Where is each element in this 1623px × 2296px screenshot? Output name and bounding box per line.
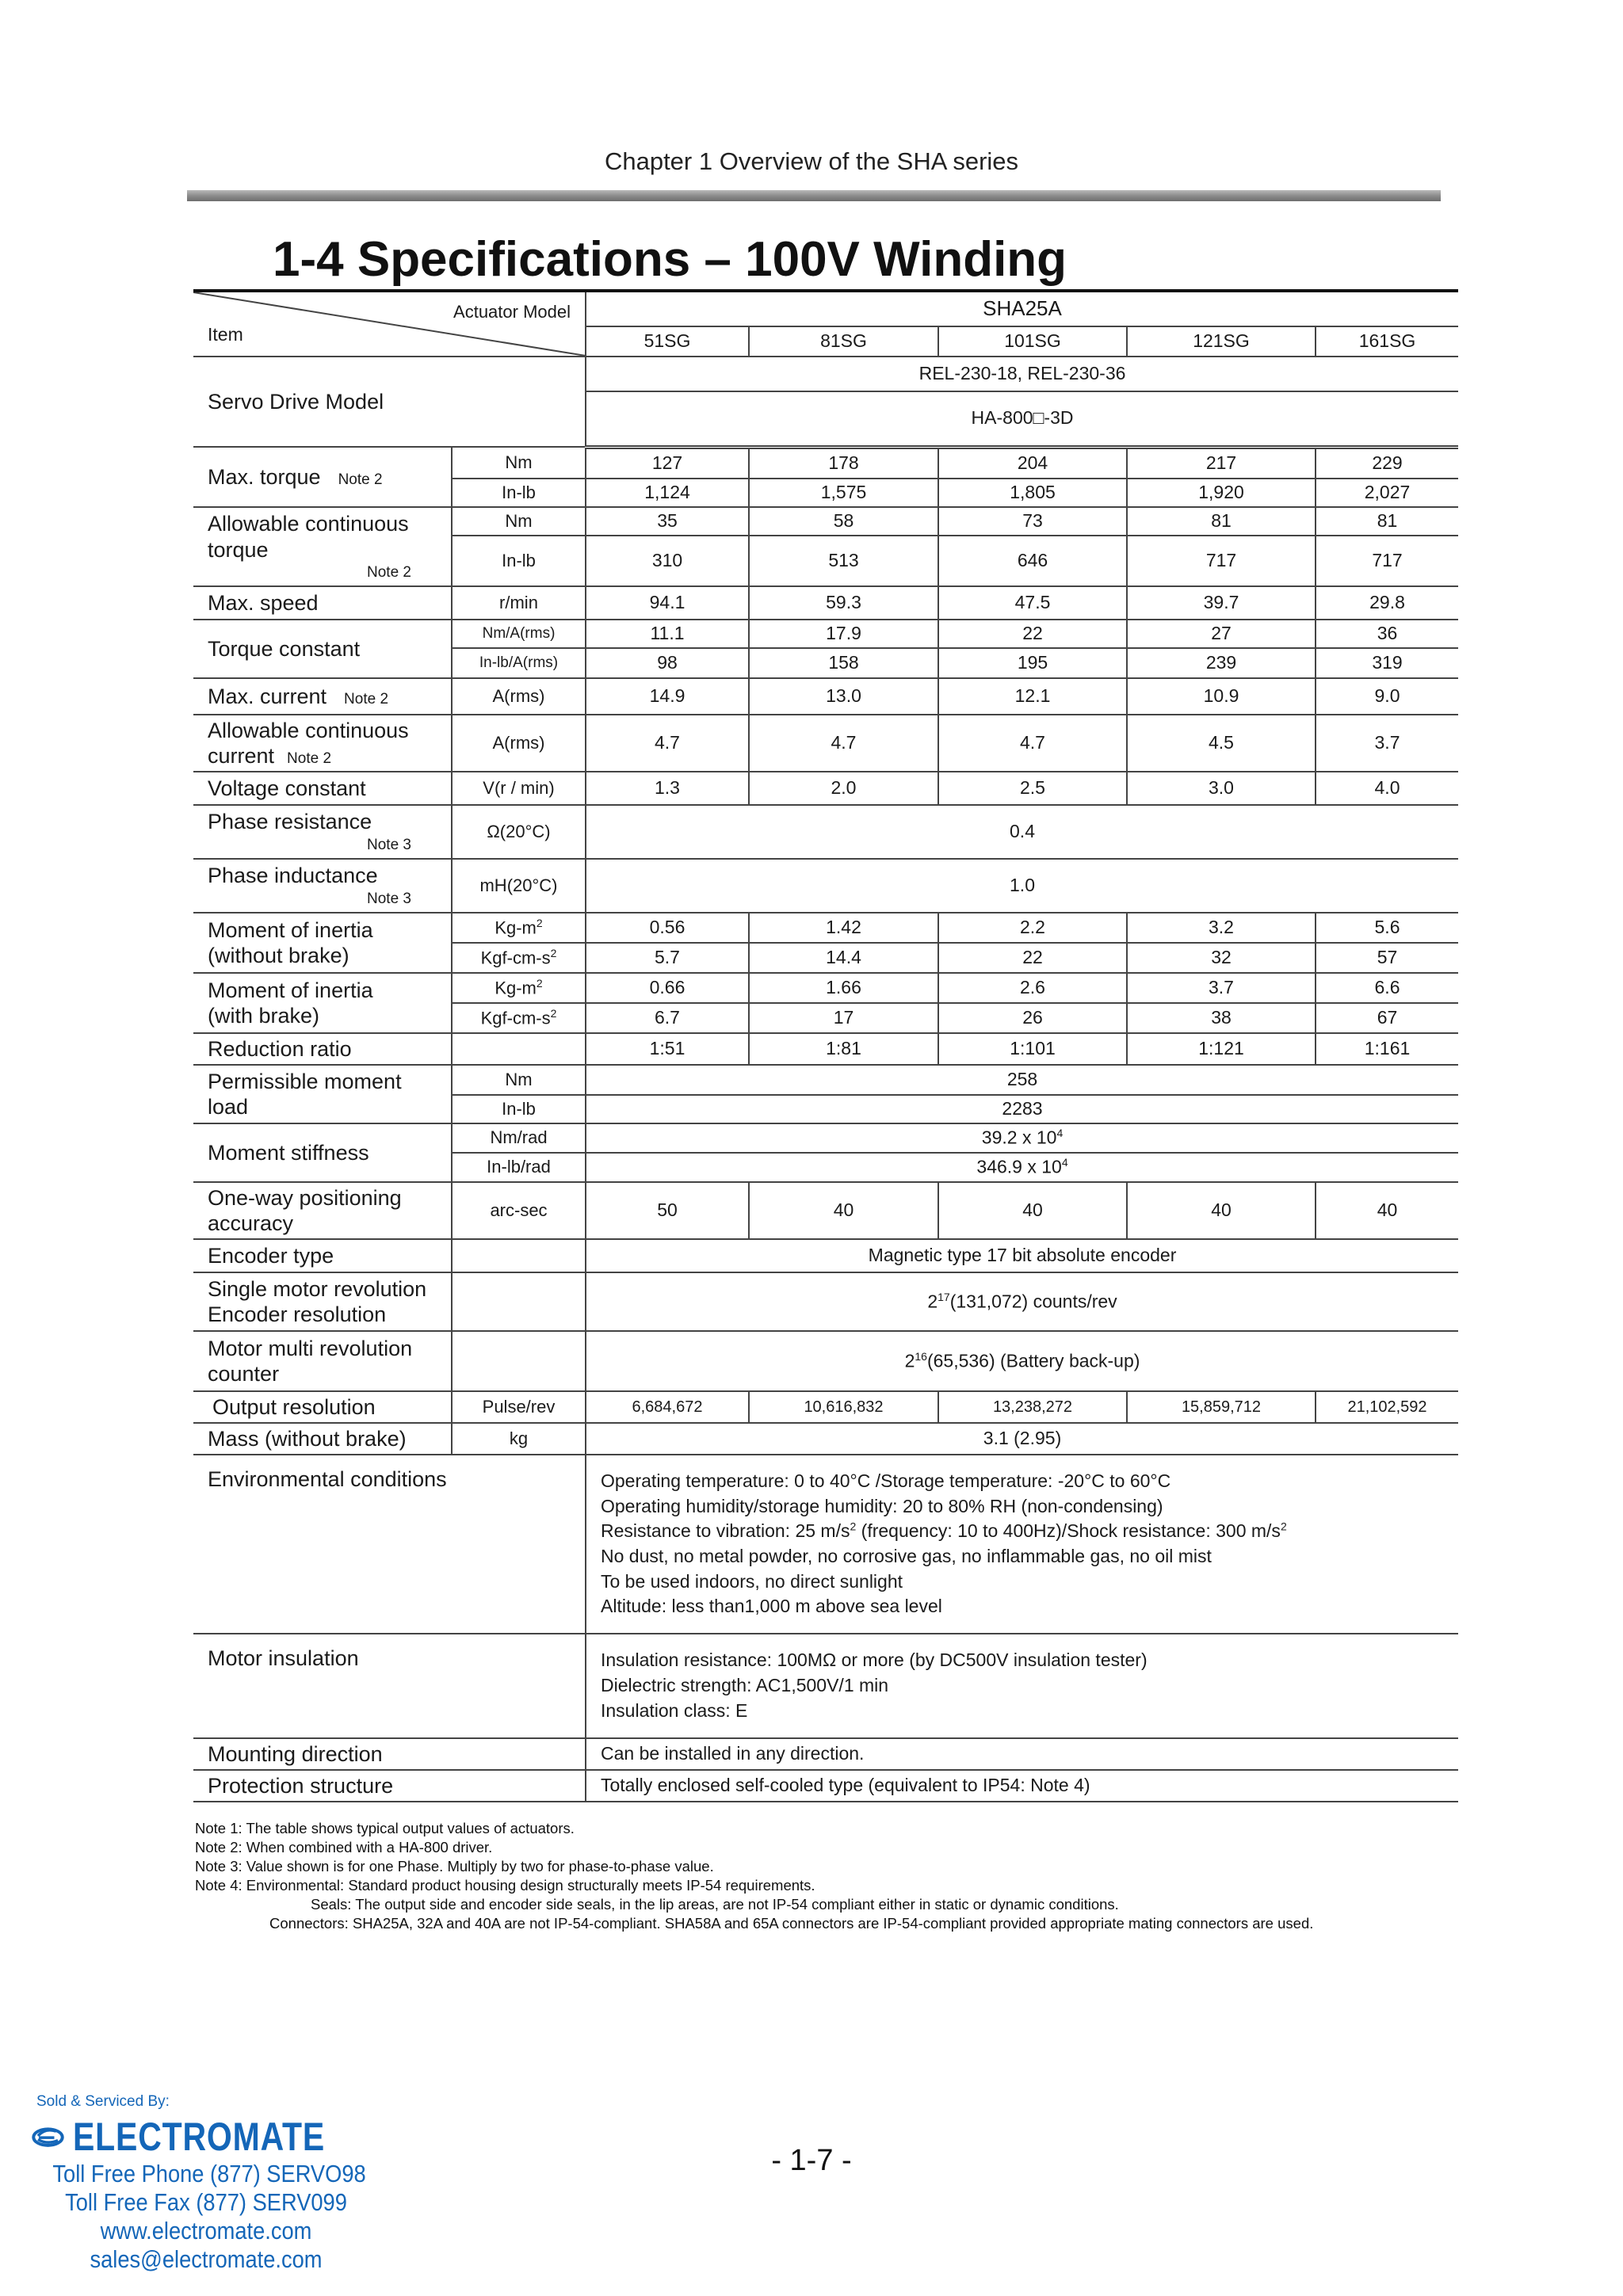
cell: 5.7 — [586, 943, 749, 973]
cell: 40 — [749, 1182, 938, 1239]
output-res-label: Output resolution — [193, 1391, 452, 1423]
unit-empty — [452, 1331, 586, 1391]
cell: 29.8 — [1316, 586, 1458, 620]
perm-moment-label: Permissible moment load — [193, 1065, 452, 1123]
row-torque-const-nm — [193, 620, 1458, 648]
cell: 4.5 — [1127, 715, 1316, 772]
unit: In-lb — [452, 479, 586, 507]
cell: 81 — [1127, 507, 1316, 536]
env-text: Operating temperature: 0 to 40°C /Storage temperature: -20°C to 60°C Operating humidity/storage humidity: 20 to 80% RH (non-condensing) Resistance to vibration: 25 $m/s^2$ (frequency: 10 to 400Hz)/Shock resistance: 300 $m/s^2$ No dust, no metal powder, no corrosive gas, no inflammable gas, no oil mist To be used indoors, no direct sunlight Altitude: less than1,000 m above sea level — [586, 1455, 1458, 1634]
unit: $Kg-m^2$ — [452, 913, 586, 943]
cell: 319 — [1316, 648, 1458, 678]
torque-const-label: Torque constant — [193, 620, 452, 678]
unit: $Kg-m^2$ — [452, 973, 586, 1003]
unit: Nm/rad — [452, 1123, 586, 1153]
cell: 81 — [1316, 507, 1458, 536]
page-number: - 1-7 - — [771, 2144, 852, 2177]
cell: 59.3 — [749, 586, 938, 620]
cell: 2.6 — [938, 973, 1127, 1003]
cell: 3.2 — [1127, 913, 1316, 943]
cell: 27 — [1127, 620, 1316, 648]
row-phase-inductance — [193, 859, 1458, 913]
cell: 57 — [1316, 943, 1458, 973]
row-output-res — [193, 1391, 1458, 1423]
dealer-block — [32, 2093, 380, 2274]
cell: 195 — [938, 648, 1127, 678]
cell: 229 — [1316, 447, 1458, 479]
item-label: Item — [208, 324, 243, 345]
cell: 1:101 — [938, 1033, 1127, 1065]
unit: Kgf-$cm-s^2$ — [452, 1003, 586, 1033]
cell: 0.56 — [586, 913, 749, 943]
cell: 14.9 — [586, 678, 749, 715]
cell: 204 — [938, 447, 1127, 479]
unit: Pulse/rev — [452, 1391, 586, 1423]
cell: 178 — [749, 447, 938, 479]
mass-label: Mass (without brake) — [193, 1423, 452, 1455]
email-link[interactable]: sales@electromate.com — [90, 2245, 323, 2273]
inertia-b-label: Moment of inertia (with brake) — [193, 973, 452, 1033]
servo-drive-line2: HA-800□-3D — [586, 391, 1458, 447]
unit-empty — [452, 1272, 586, 1331]
unit-empty — [452, 1239, 586, 1272]
encoder-type-label: Encoder type — [193, 1239, 452, 1272]
row-max-torque-nm — [193, 447, 1458, 479]
row-max-speed — [193, 586, 1458, 620]
unit: In-lb/rad — [452, 1153, 586, 1182]
cell: 258 — [586, 1065, 1458, 1095]
row-servo-drive — [193, 357, 1458, 391]
cell: 646 — [938, 536, 1127, 586]
cell: 2283 — [586, 1095, 1458, 1123]
row-mass — [193, 1423, 1458, 1455]
cell: 47.5 — [938, 586, 1127, 620]
insulation-text: Insulation resistance: 100MΩ or more (by DC500V insulation tester) Dielectric strength: AC1,500V/1 min Insulation class: E — [586, 1634, 1458, 1738]
unit: arc-sec — [452, 1182, 586, 1239]
row-max-current — [193, 678, 1458, 715]
insulation-label: Motor insulation — [193, 1634, 586, 1738]
unit: mH(20°C) — [452, 859, 586, 913]
cell: 158 — [749, 648, 938, 678]
row-voltage-const — [193, 772, 1458, 805]
cell: 39.7 — [1127, 586, 1316, 620]
footnotes — [195, 1819, 1313, 1933]
cell: 11.1 — [586, 620, 749, 648]
header-row-series — [193, 292, 1458, 326]
cell: 1,124 — [586, 479, 749, 507]
cont-torque-label: Allowable continuous torque Note 2 — [193, 507, 452, 586]
cell: 2.2 — [938, 913, 1127, 943]
unit: Nm — [452, 1065, 586, 1095]
cell: 40 — [1127, 1182, 1316, 1239]
cell: 22 — [938, 620, 1127, 648]
cell: 38 — [1127, 1003, 1316, 1033]
cell: 13,238,272 — [938, 1391, 1127, 1423]
cell: 6.6 — [1316, 973, 1458, 1003]
max-current-label: Max. current Note 2 — [193, 678, 452, 715]
cell: 50 — [586, 1182, 749, 1239]
cell: 6,684,672 — [586, 1391, 749, 1423]
unit: r/min — [452, 586, 586, 620]
row-phase-resistance — [193, 805, 1458, 859]
unit-empty — [452, 1033, 586, 1065]
cell: 3.1 (2.95) — [586, 1423, 1458, 1455]
row-stiffness-nm — [193, 1123, 1458, 1153]
cell: 40 — [938, 1182, 1127, 1239]
footnote-4-seals: Seals: The output side and encoder side seals, in the lip areas, are not IP-54 compliant either in static or dynamic conditions. — [311, 1896, 1119, 1913]
cell: 1:121 — [1127, 1033, 1316, 1065]
servo-drive-label: Servo Drive Model — [193, 357, 586, 447]
corner-cell — [193, 292, 586, 357]
cell: 1.66 — [749, 973, 938, 1003]
row-cont-current — [193, 715, 1458, 772]
actuator-model-label: Actuator Model — [453, 302, 571, 322]
brand-logo — [32, 2114, 380, 2160]
cell: $2^{16}(65,536)$ (Battery back-up) — [586, 1331, 1458, 1391]
cell: 1:81 — [749, 1033, 938, 1065]
unit: kg — [452, 1423, 586, 1455]
cell: 58 — [749, 507, 938, 536]
cell: Magnetic type 17 bit absolute encoder — [586, 1239, 1458, 1272]
stiffness-label: Moment stiffness — [193, 1123, 452, 1182]
cell: 67 — [1316, 1003, 1458, 1033]
mounting-label: Mounting direction — [193, 1738, 586, 1770]
cell: 127 — [586, 447, 749, 479]
page-title: 1-4 Specifications – 100V Winding — [273, 232, 1067, 287]
footnote-1: Note 1: The table shows typical output values of actuators. — [195, 1820, 575, 1836]
sold-by-text: Sold & Serviced By: — [36, 2093, 170, 2110]
cell: 10.9 — [1127, 678, 1316, 715]
cell: 73 — [938, 507, 1127, 536]
footnote-2: Note 2: When combined with a HA-800 driver. — [195, 1839, 493, 1855]
unit: Ω(20°C) — [452, 805, 586, 859]
cell: 2.5 — [938, 772, 1127, 805]
model-121sg: 121SG — [1127, 326, 1316, 357]
protection-value: Totally enclosed self-cooled type (equivalent to IP54: Note 4) — [586, 1770, 1458, 1802]
cell: 94.1 — [586, 586, 749, 620]
cell: 6.7 — [586, 1003, 749, 1033]
cell: 346.9 x $10^4$ — [586, 1153, 1458, 1182]
cell: 98 — [586, 648, 749, 678]
chapter-heading: Chapter 1 Overview of the SHA series — [604, 147, 1019, 175]
row-mounting — [193, 1738, 1458, 1770]
cell: 1.42 — [749, 913, 938, 943]
footnote-3: Note 3: Value shown is for one Phase. Multiply by two for phase-to-phase value. — [195, 1858, 714, 1875]
cell: 717 — [1127, 536, 1316, 586]
row-perm-moment-nm — [193, 1065, 1458, 1095]
footnote-4-connectors: Connectors: SHA25A, 32A and 40A are not IP-54-compliant. SHA58A and 65A connectors are IP-54-compliant provided appropriate mating connectors are used. — [269, 1915, 1314, 1932]
cell: 17.9 — [749, 620, 938, 648]
cell: 513 — [749, 536, 938, 586]
fax-line: Toll Free Fax (877) SERV099 — [65, 2188, 347, 2216]
cell: 21,102,592 — [1316, 1391, 1458, 1423]
unit: Nm — [452, 507, 586, 536]
chapter-divider — [187, 190, 1441, 201]
cell: 22 — [938, 943, 1127, 973]
cell: 10,616,832 — [749, 1391, 938, 1423]
single-rev-label: Single motor revolution Encoder resolution — [193, 1272, 452, 1331]
cell: 0.66 — [586, 973, 749, 1003]
cell: 217 — [1127, 447, 1316, 479]
servo-drive-line1: REL-230-18, REL-230-36 — [586, 357, 1458, 391]
voltage-const-label: Voltage constant — [193, 772, 452, 805]
reduction-label: Reduction ratio — [193, 1033, 452, 1065]
cell: 39.2 x $10^4$ — [586, 1123, 1458, 1153]
cell: 4.0 — [1316, 772, 1458, 805]
protection-label: Protection structure — [193, 1770, 586, 1802]
cell: 1,575 — [749, 479, 938, 507]
cell: 12.1 — [938, 678, 1127, 715]
cell: 4.7 — [749, 715, 938, 772]
row-protection — [193, 1770, 1458, 1802]
cell: 310 — [586, 536, 749, 586]
cell: 32 — [1127, 943, 1316, 973]
cell: 13.0 — [749, 678, 938, 715]
phase-resistance-label: Phase resistance Note 3 — [193, 805, 452, 859]
row-cont-torque-nm — [193, 507, 1458, 536]
cell: 36 — [1316, 620, 1458, 648]
row-reduction-ratio — [193, 1033, 1458, 1065]
cell: 1.3 — [586, 772, 749, 805]
model-161sg: 161SG — [1316, 326, 1458, 357]
cell: 17 — [749, 1003, 938, 1033]
phone-line: Toll Free Phone (877) SERVO98 — [52, 2160, 366, 2187]
cell: 4.7 — [938, 715, 1127, 772]
brand-name: ELECTROMATE — [73, 2115, 326, 2159]
max-speed-label: Max. speed — [193, 586, 452, 620]
cell: 1:161 — [1316, 1033, 1458, 1065]
cell: 1,805 — [938, 479, 1127, 507]
cell: 1.0 — [586, 859, 1458, 913]
cont-current-label: Allowable continuous current Note 2 — [193, 715, 452, 772]
row-insulation — [193, 1634, 1458, 1738]
unit: V(r / min) — [452, 772, 586, 805]
row-environment — [193, 1455, 1458, 1634]
unit: A(rms) — [452, 678, 586, 715]
unit: Nm/A(rms) — [452, 620, 586, 648]
phase-inductance-label: Phase inductance Note 3 — [193, 859, 452, 913]
model-101sg: 101SG — [938, 326, 1127, 357]
electromate-logo-icon — [32, 2116, 65, 2157]
cell: 9.0 — [1316, 678, 1458, 715]
cell: 26 — [938, 1003, 1127, 1033]
series-name: SHA25A — [586, 292, 1458, 326]
cell: 1:51 — [586, 1033, 749, 1065]
spec-table — [193, 292, 1458, 1802]
cell: 717 — [1316, 536, 1458, 586]
row-encoder-type — [193, 1239, 1458, 1272]
cell: 3.7 — [1127, 973, 1316, 1003]
unit: In-lb — [452, 536, 586, 586]
row-single-rev — [193, 1272, 1458, 1331]
unit: In-lb/A(rms) — [452, 648, 586, 678]
unit: Nm — [452, 447, 586, 479]
footnote-4: Note 4: Environmental: Standard product housing design structurally meets IP-54 requirements. — [195, 1877, 815, 1894]
cell: 2.0 — [749, 772, 938, 805]
cell: 1,920 — [1127, 479, 1316, 507]
cell: 3.0 — [1127, 772, 1316, 805]
row-inertia-b-kgm2 — [193, 973, 1458, 1003]
cell: 2,027 — [1316, 479, 1458, 507]
cell: 40 — [1316, 1182, 1458, 1239]
cell: 0.4 — [586, 805, 1458, 859]
unit: A(rms) — [452, 715, 586, 772]
unit: Kgf-$cm-s^2$ — [452, 943, 586, 973]
model-81sg: 81SG — [749, 326, 938, 357]
unit: In-lb — [452, 1095, 586, 1123]
row-positioning — [193, 1182, 1458, 1239]
cell: 239 — [1127, 648, 1316, 678]
row-multi-rev — [193, 1331, 1458, 1391]
cell: 35 — [586, 507, 749, 536]
cell: 15,859,712 — [1127, 1391, 1316, 1423]
positioning-label: One-way positioning accuracy — [193, 1182, 452, 1239]
cell: 4.7 — [586, 715, 749, 772]
model-51sg: 51SG — [586, 326, 749, 357]
cell: $2^{17}(131,072)$ counts/rev — [586, 1272, 1458, 1331]
cell: 14.4 — [749, 943, 938, 973]
env-label: Environmental conditions — [193, 1455, 586, 1634]
cell: 5.6 — [1316, 913, 1458, 943]
mounting-value: Can be installed in any direction. — [586, 1738, 1458, 1770]
cell: 3.7 — [1316, 715, 1458, 772]
row-inertia-nb-kgm2 — [193, 913, 1458, 943]
multi-rev-label: Motor multi revolution counter — [193, 1331, 452, 1391]
max-torque-label: Max. torque Note 2 — [193, 447, 452, 507]
inertia-nb-label: Moment of inertia (without brake) — [193, 913, 452, 973]
website-link[interactable]: www.electromate.com — [100, 2217, 312, 2245]
